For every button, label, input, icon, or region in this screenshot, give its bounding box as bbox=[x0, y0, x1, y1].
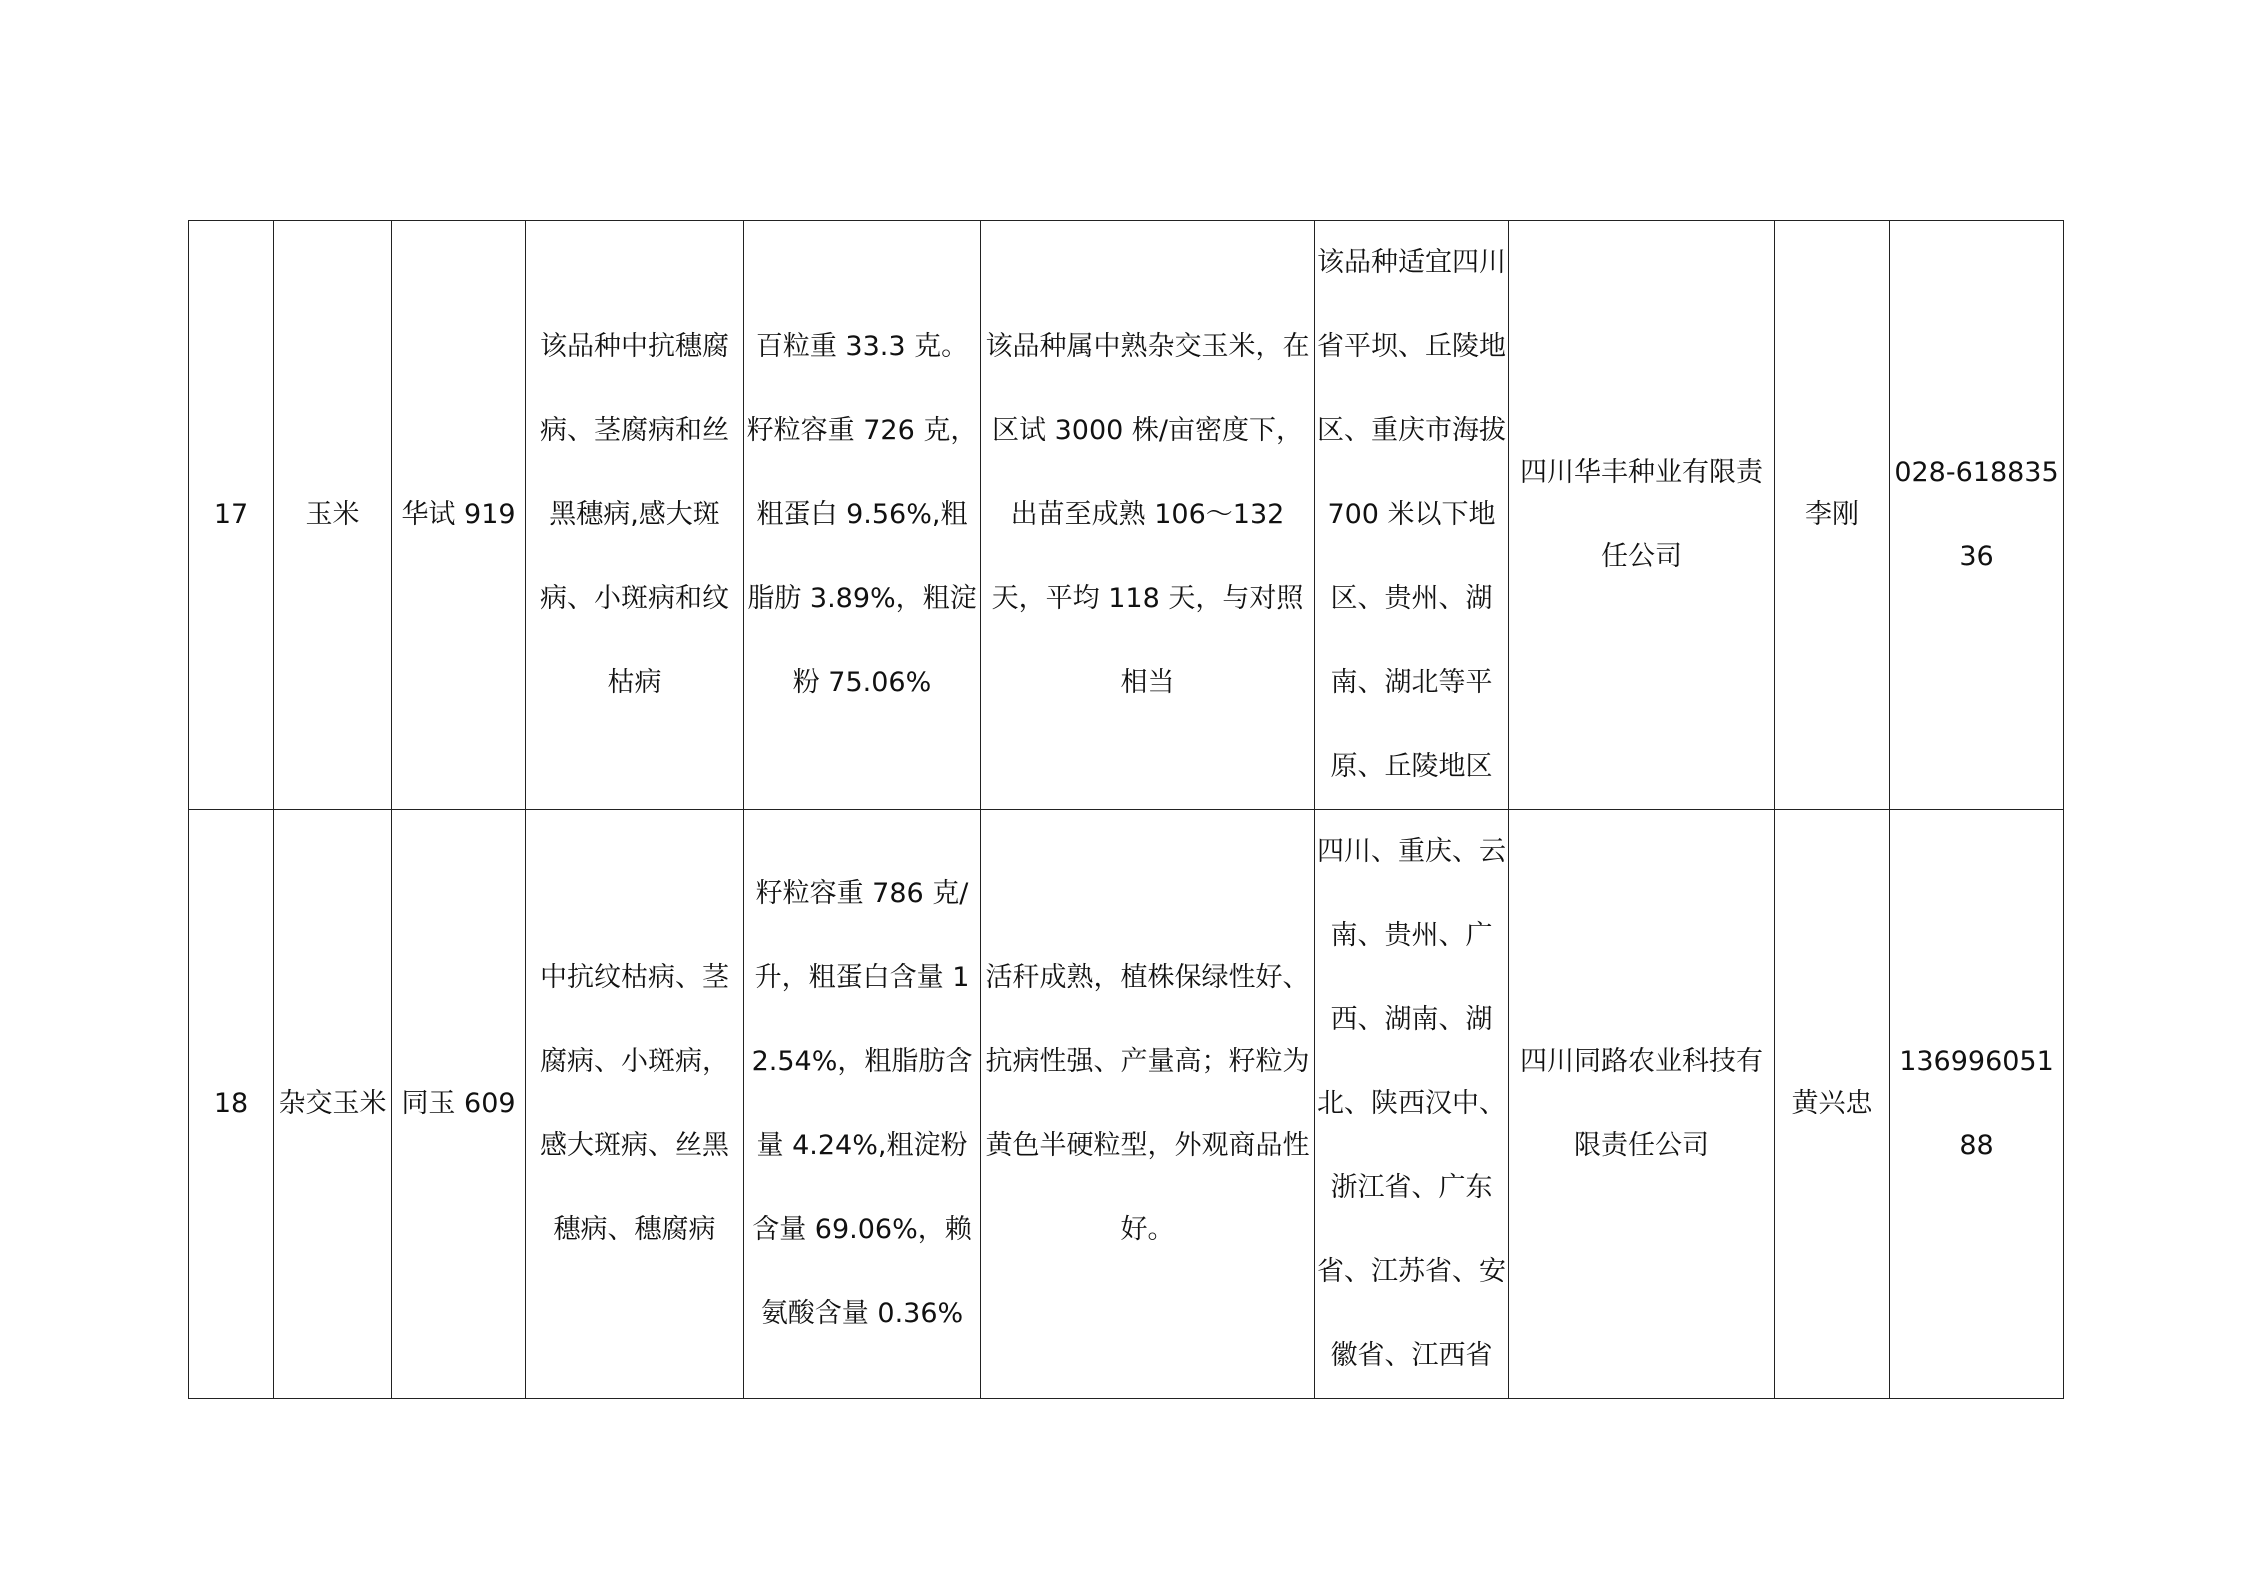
characteristics-cell: 活秆成熟，植株保绿性好、抗病性强、产量高；籽粒为黄色半硬粒型，外观商品性好。 bbox=[981, 810, 1315, 1399]
contact-person-cell: 黄兴忠 bbox=[1775, 810, 1890, 1399]
row-number-cell: 18 bbox=[189, 810, 274, 1399]
row-number-cell: 17 bbox=[189, 221, 274, 810]
suitable-region-cell: 四川、重庆、云南、贵州、广西、湖南、湖北、陕西汉中、浙江省、广东省、江苏省、安徽省、江西省 bbox=[1315, 810, 1509, 1399]
table-row bbox=[189, 810, 2064, 1399]
suitable-region-cell: 该品种适宜四川省平坝、丘陵地区、重庆市海拔 700 米以下地区、贵州、湖南、湖北等平原、丘陵地区 bbox=[1315, 221, 1509, 810]
applicant-cell: 四川同路农业科技有限责任公司 bbox=[1509, 810, 1775, 1399]
variety-name-cell: 同玉 609 bbox=[392, 810, 526, 1399]
quality-cell: 籽粒容重 786 克/升，粗蛋白含量 12.54%，粗脂肪含量 4.24%,粗淀粉含量 69.06%，赖氨酸含量 0.36% bbox=[744, 810, 981, 1399]
contact-person-cell: 李刚 bbox=[1775, 221, 1890, 810]
quality-cell: 百粒重 33.3 克。籽粒容重 726 克，粗蛋白 9.56%,粗脂肪 3.89%，粗淀粉 75.06% bbox=[744, 221, 981, 810]
phone-cell: 13699605188 bbox=[1890, 810, 2064, 1399]
variety-name-cell: 华试 919 bbox=[392, 221, 526, 810]
applicant-cell: 四川华丰种业有限责任公司 bbox=[1509, 221, 1775, 810]
characteristics-cell: 该品种属中熟杂交玉米，在区试 3000 株/亩密度下，出苗至成熟 106～132 天，平均 118 天，与对照相当 bbox=[981, 221, 1315, 810]
disease-resistance-cell: 中抗纹枯病、茎腐病、小斑病，感大斑病、丝黑穗病、穗腐病 bbox=[526, 810, 744, 1399]
crop-cell: 玉米 bbox=[274, 221, 392, 810]
variety-table bbox=[188, 220, 2064, 1399]
phone-cell: 028-61883536 bbox=[1890, 221, 2064, 810]
disease-resistance-cell: 该品种中抗穗腐病、茎腐病和丝黑穗病,感大斑病、小斑病和纹枯病 bbox=[526, 221, 744, 810]
table-row bbox=[189, 221, 2064, 810]
crop-cell: 杂交玉米 bbox=[274, 810, 392, 1399]
